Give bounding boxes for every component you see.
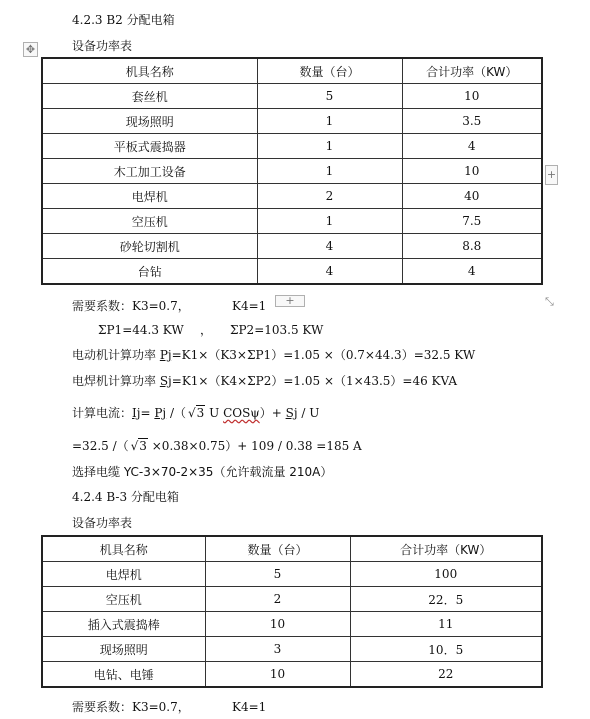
p1-line xyxy=(98,322,184,338)
table-header-row xyxy=(42,58,542,84)
sqrt-symbol: √ xyxy=(188,406,196,420)
current-result-line xyxy=(72,438,362,454)
sigma-symbol: Σ xyxy=(98,323,107,337)
motor-power-line xyxy=(72,347,475,363)
table-cell: 1 xyxy=(257,109,402,134)
table-header-cell: 数量（台） xyxy=(257,58,402,84)
table-row xyxy=(42,84,542,109)
current-tail-b: / U xyxy=(297,406,320,420)
table-cell: 套丝机 xyxy=(42,84,257,109)
table-cell: 8.8 xyxy=(402,234,542,259)
table-move-icon[interactable]: ✥ xyxy=(23,42,38,57)
table-cell: 台钻 xyxy=(42,259,257,285)
table-row xyxy=(42,209,542,234)
result-a: =32.5 /（ xyxy=(72,439,129,453)
add-row-icon[interactable]: + xyxy=(275,295,305,307)
welder-sj: Sj xyxy=(159,374,172,388)
table-row xyxy=(42,612,542,637)
current-mid: /（ xyxy=(166,406,187,420)
table-cell: 1 xyxy=(257,134,402,159)
welder-prefix: 电焊机计算功率 xyxy=(72,374,160,388)
power-table-b3 xyxy=(41,535,543,688)
table-row xyxy=(42,184,542,209)
sqrt-3 xyxy=(129,438,148,454)
k3-value: K3=0.7， xyxy=(132,299,190,313)
table-cell: 10 xyxy=(402,84,542,109)
table-cell: 4 xyxy=(402,259,542,285)
table-cell: 插入式震捣棒 xyxy=(42,612,205,637)
table-resize-icon[interactable]: ⤡ xyxy=(545,295,554,308)
power-table-b2 xyxy=(41,57,543,285)
current-ij: Ij xyxy=(132,406,141,420)
table-cell: 5 xyxy=(205,562,350,587)
table-cell: 电焊机 xyxy=(42,562,205,587)
table-cell: 7.5 xyxy=(402,209,542,234)
table-cell: 木工加工设备 xyxy=(42,159,257,184)
k4-value: K4=1 xyxy=(232,700,267,714)
sigma-symbol: Σ xyxy=(247,374,256,388)
table-cell: 40 xyxy=(402,184,542,209)
table-row xyxy=(42,259,542,285)
k4-value: K4=1 xyxy=(232,299,267,313)
table-header-cell: 机具名称 xyxy=(42,536,205,562)
current-label: 计算电流： xyxy=(72,406,133,420)
table-row xyxy=(42,159,542,184)
table-cell: 空压机 xyxy=(42,587,205,612)
sqrt-3 xyxy=(186,405,205,421)
motor-expr-a: =K1×（K3× xyxy=(171,348,247,362)
motor-expr-b: P1）=1.05 ×（0.7×44.3）=32.5 KW xyxy=(255,348,476,362)
table-cell: 100 xyxy=(350,562,542,587)
table-cell: 电钻、电锤 xyxy=(42,662,205,688)
current-eq: = xyxy=(140,406,155,420)
current-u: U xyxy=(205,406,224,420)
demand-coeff-label: 需要系数： xyxy=(72,299,133,313)
table-row xyxy=(42,234,542,259)
k3-value: K3=0.7， xyxy=(132,700,190,714)
table-header-cell: 合计功率（KW） xyxy=(350,536,542,562)
table-cell: 平板式震捣器 xyxy=(42,134,257,159)
sigma-symbol: Σ xyxy=(230,323,239,337)
table-row xyxy=(42,662,542,688)
table-cell: 10 xyxy=(205,612,350,637)
p1-separator: ， xyxy=(200,323,213,337)
table-cell: 1 xyxy=(257,159,402,184)
table-cell: 5 xyxy=(257,84,402,109)
current-sj: Sj xyxy=(285,406,298,420)
current-formula-line xyxy=(72,405,319,421)
demand-coeff-line-2 xyxy=(72,699,190,715)
table-cell: 4 xyxy=(402,134,542,159)
table-header-cell: 数量（台） xyxy=(205,536,350,562)
cable-selection: 选择电缆 YC-3×70-2×35（允许载流量 210A） xyxy=(72,465,333,479)
table-cell: 2 xyxy=(257,184,402,209)
table-cell: 10．5 xyxy=(350,637,542,662)
table-cell: 现场照明 xyxy=(42,637,205,662)
sqrt-value: 3 xyxy=(196,406,205,420)
table-caption-1: 设备功率表 xyxy=(72,39,133,53)
table-cell: 22 xyxy=(350,662,542,688)
table-caption-2: 设备功率表 xyxy=(72,516,133,530)
table-cell: 10 xyxy=(205,662,350,688)
demand-coeff-label: 需要系数： xyxy=(72,700,133,714)
section-heading-b3: 4.2.4 B-3 分配电箱 xyxy=(72,490,179,504)
p2-value: P2=103.5 KW xyxy=(238,323,324,337)
table-cell: 3 xyxy=(205,637,350,662)
table-cell: 11 xyxy=(350,612,542,637)
table-cell: 现场照明 xyxy=(42,109,257,134)
table-cell: 4 xyxy=(257,259,402,285)
add-column-icon[interactable]: + xyxy=(545,165,558,185)
table-header-cell: 机具名称 xyxy=(42,58,257,84)
table-cell: 10 xyxy=(402,159,542,184)
table-cell: 电焊机 xyxy=(42,184,257,209)
sqrt-symbol: √ xyxy=(130,439,139,453)
demand-coeff-line xyxy=(72,298,190,314)
table-cell: 砂轮切割机 xyxy=(42,234,257,259)
sigma-symbol: Σ xyxy=(247,348,256,362)
table-cell: 2 xyxy=(205,587,350,612)
table-row xyxy=(42,637,542,662)
table-header-cell: 合计功率（KW） xyxy=(402,58,542,84)
table-cell: 1 xyxy=(257,209,402,234)
motor-pj: Pj xyxy=(159,348,172,362)
p1-value: P1=44.3 KW xyxy=(106,323,184,337)
current-pj: Pj xyxy=(154,406,167,420)
table-cell: 4 xyxy=(257,234,402,259)
table-row xyxy=(42,562,542,587)
table-header-row xyxy=(42,536,542,562)
section-heading-b2: 4.2.3 B2 分配电箱 xyxy=(72,13,175,27)
welder-power-line xyxy=(72,373,457,389)
current-tail-a: ）+ xyxy=(259,406,286,420)
table-row xyxy=(42,587,542,612)
table-cell: 3.5 xyxy=(402,109,542,134)
table-cell: 空压机 xyxy=(42,209,257,234)
p2-line xyxy=(230,322,323,338)
motor-prefix: 电动机计算功率 xyxy=(72,348,160,362)
sqrt-value: 3 xyxy=(139,439,147,453)
table-cell: 22．5 xyxy=(350,587,542,612)
welder-expr-b: P2）=1.05 ×（1×43.5）=46 KVA xyxy=(255,374,458,388)
table-row xyxy=(42,109,542,134)
result-b: ×0.38×0.75）+ 109 / 0.38 =185 A xyxy=(147,439,362,453)
table-row xyxy=(42,134,542,159)
welder-expr-a: =K1×（K4× xyxy=(171,374,248,388)
current-cos: COSψ xyxy=(223,406,260,420)
